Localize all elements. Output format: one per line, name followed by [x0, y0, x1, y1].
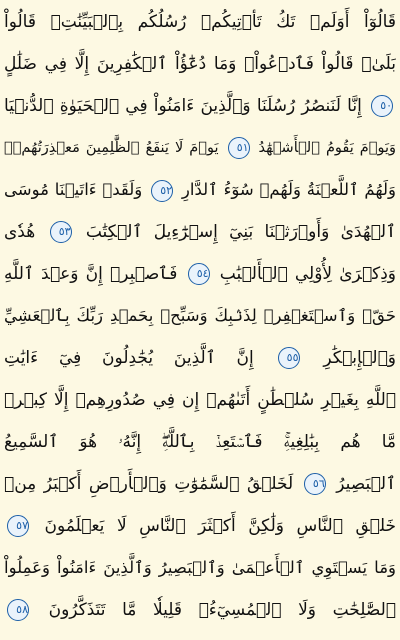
text-line — [4, 256, 396, 292]
ayah-number-marker: ٥٤ — [188, 263, 210, 285]
verse-text: وَمَا يَسۡتَوِي ٱلۡأَعۡمَىٰ وَٱلۡبَصِيرُ وَٱلَّذِينَ ءَامَنُواْ وَعَمِلُواْ — [4, 558, 396, 577]
ayah-number-marker: ٥٦ — [304, 473, 326, 495]
verse-text: حَقّٞ وَٱسۡتَغۡفِرۡ لِذَنۢبِكَ وَسَبِّحۡ بِحَمۡدِ رَبِّكَ بِٱلۡعَشِيِّ — [4, 306, 396, 325]
verse-text: ٱلۡهُدَىٰ وَأَوۡرَثۡنَا بَنِيٓ إِسۡرَٰٓءِيلَ ٱلۡكِتَٰبَ — [85, 222, 396, 242]
verse-text: وَيَوۡمَ يَقُومُ ٱلۡأَشۡهَٰدُ — [258, 140, 396, 156]
verse-text: وَلَهُمُ ٱللَّعۡنَةُ وَلَهُمۡ سُوٓءُ ٱلدَّارِ — [181, 180, 396, 199]
verse-text: وَلَقَدۡ ءَاتَيۡنَا مُوسَى — [4, 180, 143, 199]
text-line — [4, 340, 396, 376]
text-line — [4, 550, 396, 586]
ayah-number-marker: ٥٣ — [50, 221, 72, 243]
verse-text: ٱلصَّٰلِحَٰتِ وَلَا ٱلۡمُسِيٓءُۚ قَلِيلٗا مَّا تَتَذَكَّرُونَ — [48, 600, 396, 620]
ayah-number-marker: ٥٧ — [7, 515, 29, 537]
text-line — [4, 424, 396, 460]
verse-text: لَخَلۡقُ ٱلسَّمَٰوَٰتِ وَٱلۡأَرۡضِ أَكۡبَرُ مِنۡ — [4, 474, 294, 494]
verse-text: إِنَّا لَنَنصُرُ رُسُلَنَا وَٱلَّذِينَ ءَامَنُواْ فِي ٱلۡحَيَوٰةِ ٱلدُّنۡيَا — [4, 96, 362, 116]
verse-text: إِنَّ ٱلَّذِينَ يُجَٰدِلُونَ فِيٓ ءَايَٰتِ — [4, 348, 254, 368]
verse-text: وَذِكۡرَىٰ لِأُوْلِي ٱلۡأَلۡبَٰبِ — [219, 264, 396, 284]
text-line — [4, 382, 396, 418]
ayah-number-marker: ٥٥ — [278, 347, 300, 369]
verse-text: فَٱصۡبِرۡ إِنَّ وَعۡدَ ٱللَّهِ — [4, 264, 178, 284]
verse-text: مَّا هُم بِبَٰلِغِيهِۚ فَٱسۡتَعِذۡ بِٱللَّهِۖ إِنَّهُۥ هُوَ ٱلسَّمِيعُ — [4, 432, 396, 452]
verse-text: وَٱلۡإِبۡكَٰرِ — [323, 348, 396, 368]
verse-text: قَالُوٓاْ أَوَلَمۡ تَكُ تَأۡتِيكُمۡ رُسُلُكُم بِٱلۡبَيِّنَٰتِۖ قَالُواْ — [4, 12, 396, 32]
verse-text: بَلَىٰۚ قَالُواْ فَٱدۡعُواْۗ وَمَا دُعَٰٓؤُاْ ٱلۡكَٰفِرِينَ إِلَّا فِي ضَلَٰلٍ — [4, 54, 396, 74]
text-line — [4, 466, 396, 502]
verse-text: ٱللَّهِ بِغَيۡرِ سُلۡطَٰنٍ أَتَىٰهُمۡ إِن فِي صُدُورِهِمۡ إِلَّا كِبۡرٞ — [4, 390, 396, 410]
text-line — [4, 88, 396, 124]
text-line — [4, 298, 396, 334]
ayah-number-marker: ٥١ — [228, 137, 250, 159]
verse-text: ٱلۡبَصِيرُ — [336, 474, 396, 494]
text-line — [4, 592, 396, 628]
verse-text: هُدٗى — [4, 222, 36, 242]
text-line — [4, 214, 396, 250]
verse-text: يَوۡمَ لَا يَنفَعُ ٱلظَّٰلِمِينَ مَعۡذِرَتُهُمۡۖ — [4, 140, 219, 156]
ayah-number-marker: ٥٠ — [371, 95, 393, 117]
ayah-number-marker: ٥٨ — [7, 599, 29, 621]
text-line — [4, 172, 396, 208]
ayah-number-marker: ٥٢ — [151, 180, 173, 202]
text-line — [4, 508, 396, 544]
text-line — [4, 4, 396, 40]
text-line — [4, 46, 396, 82]
text-line — [4, 130, 396, 166]
verse-text: خَلۡقِ ٱلنَّاسِ وَلَٰكِنَّ أَكۡثَرَ ٱلنَّاسِ لَا يَعۡلَمُونَ — [44, 516, 396, 536]
